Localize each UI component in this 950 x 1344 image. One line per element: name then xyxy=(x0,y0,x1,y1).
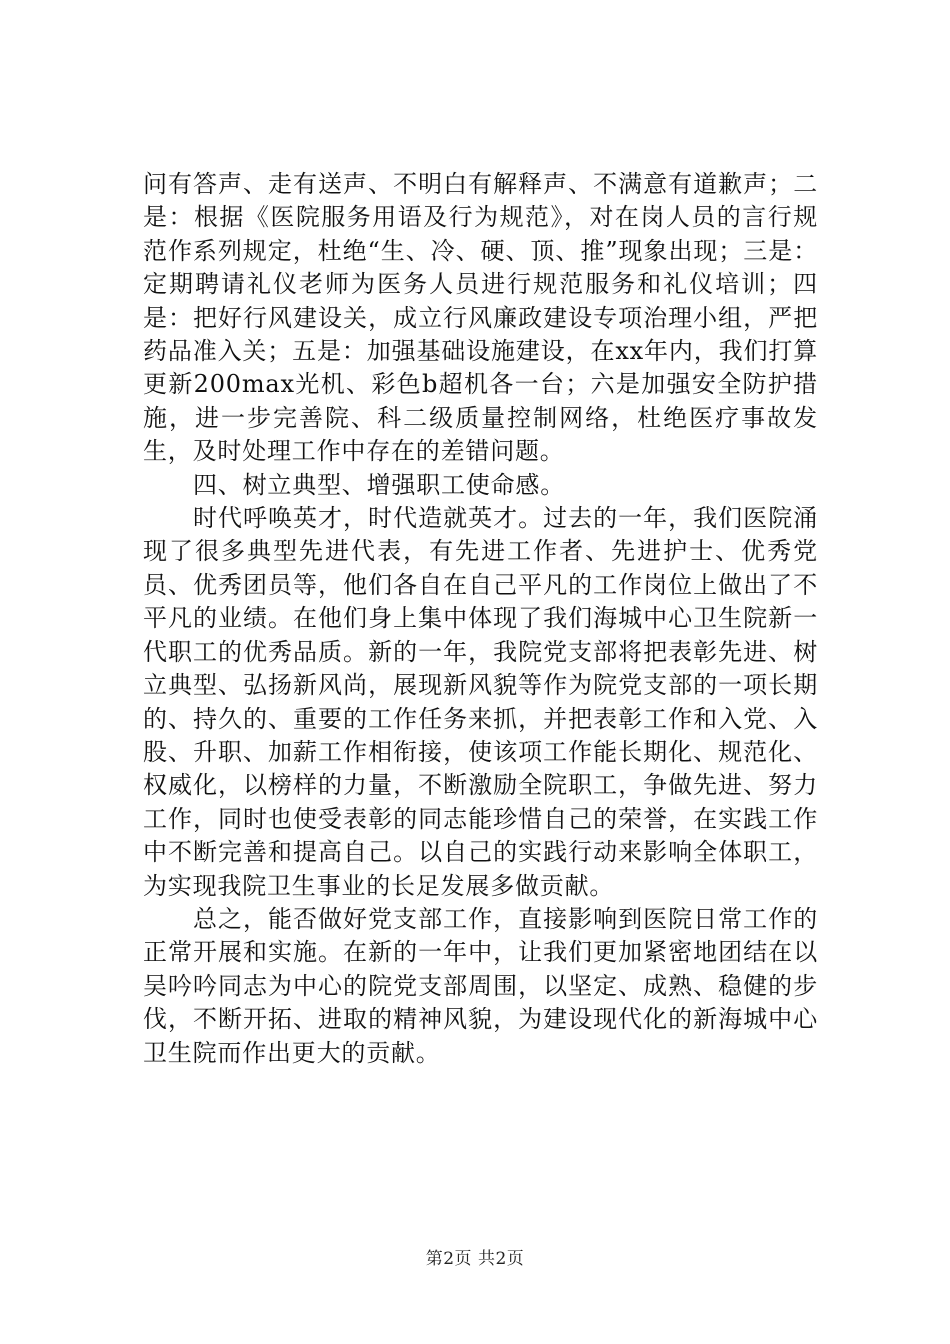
page-footer: 第2页 共2页 xyxy=(425,1249,525,1269)
paragraph-service-norms: 问有答声、走有送声、不明白有解释声、不满意有道歉声；二是：根据《医院服务用语及行为规范》，对在岗人员的言行规范作系列规定，杜绝“生、冷、硬、顶、推”现象出现；三是：定期聘请礼仪老师为医务人员进行规范服务和礼仪培训；四是：把好行风建设关，成立行风廉政建设专项治理小组，严把药品准入关；五是：加强基础设施建设，在xx年内，我们打算更新200max光机、彩色b超机各一台；六是加强安全防护措施，进一步完善院、科二级质量控制网络，杜绝医疗事故发生，及时处理工作中存在的差错问题。 xyxy=(143,170,818,466)
paragraph-conclusion: 总之，能否做好党支部工作，直接影响到医院日常工作的正常开展和实施。在新的一年中，让我们更加紧密地团结在以吴吟吟同志为中心的院党支部周围，以坚定、成熟、稳健的步伐，不断开拓、进取的精神风貌，为建设现代化的新海城中心卫生院而作出更大的贡献。 xyxy=(143,904,818,1067)
section-heading-4: 四、树立典型、增强职工使命感。 xyxy=(193,470,565,499)
paragraph-role-models: 时代呼唤英才，时代造就英才。过去的一年，我们医院涌现了很多典型先进代表，有先进工作者、先进护士、优秀党员、优秀团员等，他们各自在自己平凡的工作岗位上做出了不平凡的业绩。在他们身上集中体现了我们海城中心卫生院新一代职工的优秀品质。新的一年，我院党支部将把表彰先进、树立典型、弘扬新风尚，展现新风貌等作为院党支部的一项长期的、持久的、重要的工作任务来抓，并把表彰工作和入党、入股、升职、加薪工作相衔接，使该项工作能长期化、规范化、权威化，以榜样的力量，不断激励全院职工，争做先进、努力工作，同时也使受表彰的同志能珍惜自己的荣誉，在实践工作中不断完善和提高自己。以自己的实践行动来影响全体职工，为实现我院卫生事业的长足发展多做贡献。 xyxy=(143,504,818,900)
document-body xyxy=(143,168,818,1070)
